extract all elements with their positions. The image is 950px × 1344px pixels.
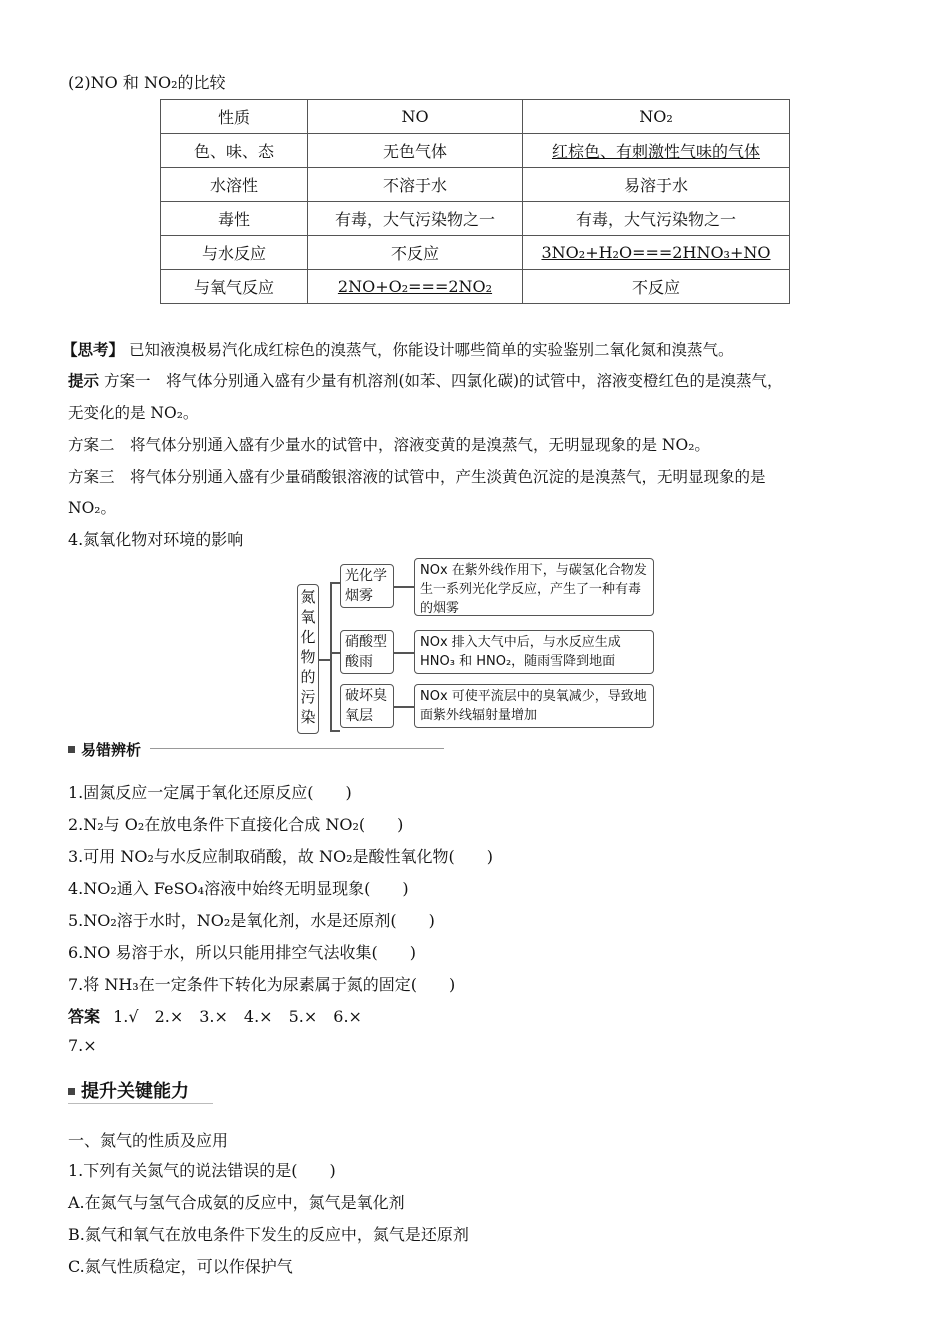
table-cell: 与氧气反应 (161, 270, 308, 304)
table-cell: 不反应 (523, 270, 790, 304)
question-1: 1.下列有关氮气的说法错误的是( ) (68, 1161, 336, 1180)
ability-section-header (68, 1077, 189, 1103)
diagram-item-ozone (340, 684, 394, 728)
think-question (62, 338, 733, 360)
table-cell: 2NO+O₂===2NO₂ (308, 270, 523, 304)
ability-section-title: 提升关键能力 (81, 1081, 189, 1102)
error-section-title: 易错辨析 (81, 741, 142, 759)
diagram-desc-ozone: NOx 可使平流层中的臭氧减少，导致地面紫外线辐射量增加 (414, 684, 654, 728)
answer-label: 答案 (68, 1007, 101, 1026)
item-label: 光化学 (345, 568, 387, 584)
diagram-root (297, 584, 319, 734)
table-row (161, 270, 790, 304)
connector (319, 659, 330, 661)
diagram-item-acid-rain (340, 630, 394, 674)
error-item: 2.N₂与 O₂在放电条件下直接化合成 NO₂( ) (68, 815, 404, 834)
item-label: 破坏臭 (345, 688, 387, 704)
env-title: 4.氮氧化物对环境的影响 (68, 530, 244, 549)
error-section-header (68, 739, 141, 760)
table-row (161, 236, 790, 270)
answer-line (68, 1004, 362, 1027)
connector (394, 706, 414, 708)
table-cell: 有毒，大气污染物之一 (523, 202, 790, 236)
hint-label: 提示 (68, 371, 100, 390)
table-header: 性质 (161, 100, 308, 134)
item-label: 硝酸型 (345, 634, 387, 650)
diagram-desc-smog: NOx 在紫外线作用下，与碳氢化合物发生一系列光化学反应，产生了一种有毒的烟雾 (414, 558, 654, 616)
table-cell: 色、味、态 (161, 134, 308, 168)
error-item: 6.NO 易溶于水，所以只能用排空气法收集( ) (68, 943, 416, 962)
hint-plan1 (68, 369, 783, 391)
ability-subtitle: 一、氮气的性质及应用 (68, 1131, 229, 1150)
plan1-cont: 无变化的是 NO₂。 (68, 404, 199, 422)
table-cell: 不反应 (308, 236, 523, 270)
plan3-text: 方案三 将气体分别通入盛有少量硝酸银溶液的试管中，产生淡黄色沉淀的是溴蒸气，无明显现象的是 (68, 468, 766, 486)
table-row (161, 134, 790, 168)
table-cell: 水溶性 (161, 168, 308, 202)
plan1-text: 方案一 将气体分别通入盛有少量有机溶剂(如苯、四氯化碳)的试管中，溶液变橙红色的是溴蒸气， (103, 372, 783, 390)
diagram-root-text: 氮氧化物的污染 (300, 588, 316, 726)
table-cell: 有毒，大气污染物之一 (308, 202, 523, 236)
error-item: 3.可用 NO₂与水反应制取硝酸，故 NO₂是酸性氧化物( ) (68, 847, 493, 866)
think-label: 【思考】 (62, 340, 125, 359)
think-text: 已知液溴极易汽化成红棕色的溴蒸气，你能设计哪些简单的实验鉴别二氧化氮和溴蒸气。 (128, 341, 734, 359)
square-bullet-icon (68, 746, 75, 753)
table-cell: 无色气体 (308, 134, 523, 168)
connector (394, 652, 414, 654)
plan3-cont: NO₂。 (68, 499, 116, 517)
item-label: 酸雨 (345, 654, 373, 670)
error-item: 1.固氮反应一定属于氧化还原反应( ) (68, 783, 352, 802)
connector (394, 586, 414, 588)
option-a: A.在氮气与氢气合成氨的反应中，氮气是氧化剂 (68, 1193, 405, 1212)
connector (330, 582, 340, 584)
table-cell: 不溶于水 (308, 168, 523, 202)
connector (330, 582, 332, 730)
answer-line2: 7.× (68, 1036, 97, 1055)
pollution-diagram (297, 556, 657, 736)
comparison-table (160, 99, 790, 304)
table-header: NO₂ (523, 100, 790, 134)
divider (68, 1103, 213, 1104)
table-cell: 毒性 (161, 202, 308, 236)
plan2-text: 方案二 将气体分别通入盛有少量水的试管中，溶液变黄的是溴蒸气，无明显现象的是 NO₂。 (68, 436, 710, 454)
diagram-item-smog (340, 564, 394, 608)
item-label: 烟雾 (345, 588, 373, 604)
option-b: B.氮气和氧气在放电条件下发生的反应中，氮气是还原剂 (68, 1225, 469, 1244)
connector (330, 652, 340, 654)
square-bullet-icon (68, 1088, 75, 1095)
divider (150, 748, 444, 749)
table-row (161, 202, 790, 236)
table-header-row (161, 100, 790, 134)
answer-text: 1.√ 2.× 3.× 4.× 5.× 6.× (113, 1007, 362, 1026)
table-cell: 红棕色、有刺激性气味的气体 (523, 134, 790, 168)
compare-title: (2)NO 和 NO₂的比较 (68, 73, 226, 92)
table-cell: 3NO₂+H₂O===2HNO₃+NO (523, 236, 790, 270)
error-item: 5.NO₂溶于水时，NO₂是氧化剂，水是还原剂( ) (68, 911, 435, 930)
table-cell: 与水反应 (161, 236, 308, 270)
diagram-desc-acid-rain: NOx 排入大气中后，与水反应生成 HNO₃ 和 HNO₂，随雨雪降到地面 (414, 630, 654, 674)
error-item: 4.NO₂通入 FeSO₄溶液中始终无明显现象( ) (68, 879, 409, 898)
connector (330, 730, 340, 732)
option-c: C.氮气性质稳定，可以作保护气 (68, 1257, 293, 1276)
table-cell: 易溶于水 (523, 168, 790, 202)
error-item: 7.将 NH₃在一定条件下转化为尿素属于氮的固定( ) (68, 975, 456, 994)
item-label: 氧层 (345, 708, 373, 724)
table-row (161, 168, 790, 202)
table-header: NO (308, 100, 523, 134)
